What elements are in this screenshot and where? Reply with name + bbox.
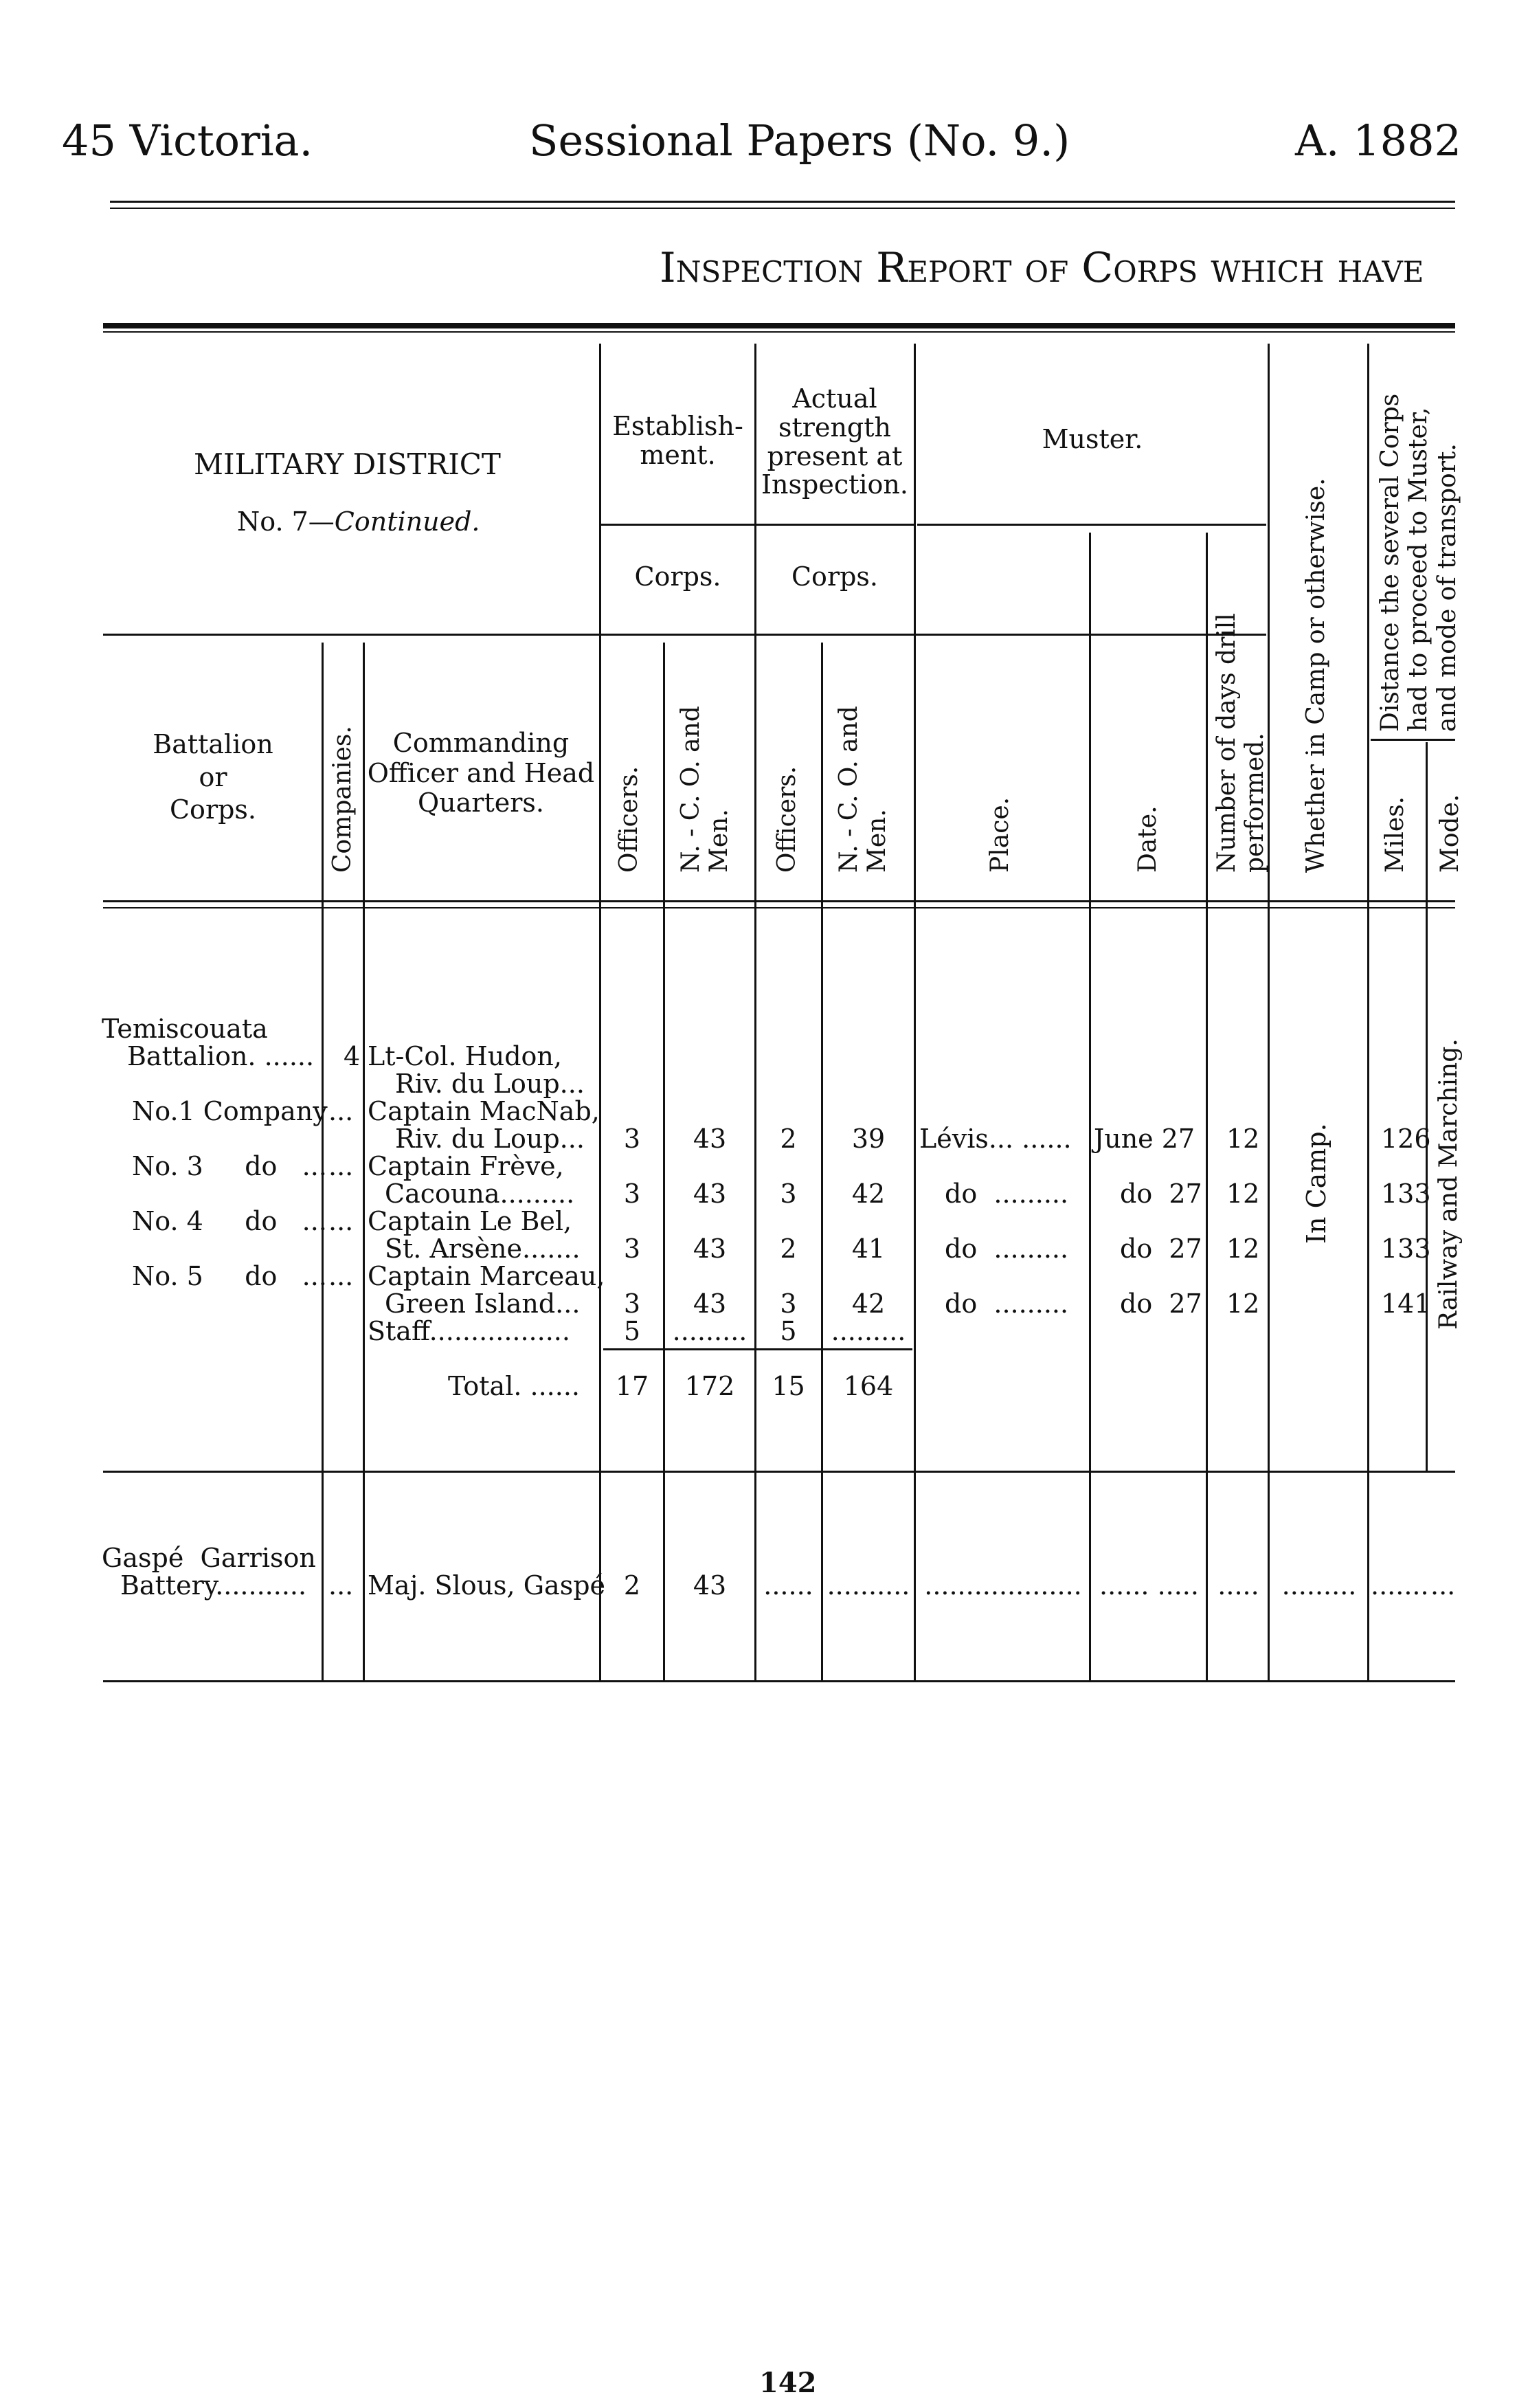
row2-comp: ... (328, 1151, 354, 1181)
temiscouata-name-l1: Temiscouata (102, 1014, 268, 1044)
row4-est-men: 43 (693, 1289, 727, 1319)
col-act-nco-l1: N. - C. O. and (835, 706, 863, 873)
row1-comp: ... (328, 1096, 354, 1126)
header-sub-rule (1371, 739, 1455, 741)
gaspe-est-men: 43 (693, 1570, 727, 1601)
row1-place: Lévis... ...... (919, 1124, 1072, 1154)
header-sub-rule (103, 634, 1266, 636)
col-establishment (601, 412, 754, 470)
row4-co-l1: Captain Marceau, (368, 1261, 605, 1291)
col-distance (1376, 394, 1461, 732)
row3-est-men: 43 (693, 1234, 727, 1264)
row1-est-men: 43 (693, 1124, 727, 1154)
col-battalion-l3: Corps. (169, 794, 257, 825)
header-left: 45 Victoria. (62, 115, 313, 166)
col-commanding-l3: Quarters. (418, 788, 544, 818)
total-est-men: 172 (684, 1371, 735, 1401)
staff-est-off: 5 (623, 1316, 641, 1346)
col-est-nco-l2: Men. (705, 809, 734, 873)
col-actual (756, 385, 914, 500)
col-act-officers: Officers. (773, 766, 801, 873)
row4-drill: 12 (1226, 1289, 1260, 1319)
gaspe-co: Maj. Slous, Gaspé (368, 1570, 606, 1601)
col-line (1206, 533, 1208, 1680)
row3-act-off: 2 (780, 1234, 797, 1264)
row3-drill: 12 (1226, 1234, 1260, 1264)
col-line (599, 344, 601, 1680)
col-line (754, 344, 756, 1680)
temiscouata-co-l1: Lt-Col. Hudon, (368, 1041, 562, 1071)
row3-co-l2: St. Arsène....... (385, 1234, 581, 1264)
row1-est-off: 3 (623, 1124, 641, 1154)
row4-act-off: 3 (780, 1289, 797, 1319)
row3-est-off: 3 (623, 1234, 641, 1264)
row4-co-l2: Green Island... (385, 1289, 581, 1319)
district-continued: Continued. (334, 506, 480, 537)
col-distance-l3: and mode of transport. (1432, 443, 1461, 732)
col-line (663, 643, 665, 1680)
district-number-prefix: No. 7— (237, 506, 335, 537)
row2-est-men: 43 (693, 1179, 727, 1209)
col-battalion-l1: Battalion (153, 729, 273, 759)
col-actual-l2: strength (778, 412, 891, 443)
total-act-men: 164 (843, 1371, 894, 1401)
col-line (821, 643, 823, 1680)
temiscouata-mode: Railway and Marching. (1435, 1038, 1463, 1330)
row4-place: do ......... (945, 1289, 1069, 1319)
table-top-rule (103, 323, 1455, 328)
total-rule (603, 1348, 912, 1350)
temiscouata-camp: In Camp. (1301, 1123, 1331, 1244)
row1-corps: No.1 Company (132, 1096, 328, 1126)
col-commanding-l2: Officer and Head (367, 757, 595, 788)
col-drill-days-l2: performed. (1241, 733, 1270, 873)
gaspe-est-off: 2 (623, 1570, 641, 1601)
col-establishment-l1: Establish- (612, 411, 743, 441)
col-est-nco-l1: N. - C. O. and (677, 706, 705, 873)
col-place: Place. (986, 796, 1014, 873)
row2-date: do 27 (1120, 1179, 1202, 1209)
staff-label: Staff................. (368, 1316, 570, 1346)
row1-co-l2: Riv. du Loup... (395, 1124, 585, 1154)
row1-drill: 12 (1226, 1124, 1260, 1154)
col-actual-corps: Corps. (791, 561, 879, 592)
header-bottom-rule (103, 900, 1455, 902)
col-est-nco (677, 706, 734, 873)
temiscouata-companies: 4 (344, 1041, 361, 1071)
temiscouata-co-l2: Riv. du Loup... (395, 1069, 585, 1099)
row1-act-men: 39 (851, 1124, 886, 1154)
row2-act-off: 3 (780, 1179, 797, 1209)
staff-act-off: 5 (780, 1316, 797, 1346)
col-line (1367, 344, 1369, 1680)
col-line (1089, 533, 1091, 1680)
header-bottom-rule-2 (103, 907, 1455, 908)
gaspe-camp: ......... (1281, 1570, 1357, 1601)
col-line (914, 344, 916, 1680)
total-act-off: 15 (772, 1371, 805, 1401)
gaspe-act-men: .......... (827, 1570, 910, 1601)
row2-est-off: 3 (623, 1179, 641, 1209)
row2-co-l2: Cacouna......... (385, 1179, 575, 1209)
col-actual-l3: present at (767, 441, 903, 471)
total-label: Total. ...... (448, 1371, 580, 1401)
row3-comp: ... (328, 1206, 354, 1236)
row4-date: do 27 (1120, 1289, 1202, 1319)
row2-corps: No. 3 do ... (132, 1151, 327, 1181)
total-est-off: 17 (615, 1371, 649, 1401)
district-number (237, 506, 480, 537)
row3-co-l1: Captain Le Bel, (368, 1206, 572, 1236)
row2-act-men: 42 (851, 1179, 886, 1209)
gaspe-comp: ... (328, 1570, 354, 1601)
col-distance-l2: had to proceed to Muster, (1404, 407, 1433, 732)
gaspe-date: ...... ..... (1099, 1570, 1199, 1601)
col-act-nco (835, 706, 892, 873)
row2-miles: 133 (1381, 1179, 1431, 1209)
col-companies: Companies. (328, 726, 357, 873)
row4-corps: No. 5 do ... (132, 1261, 327, 1291)
col-line (1426, 742, 1428, 1471)
staff-act-men: ......... (831, 1316, 906, 1346)
gaspe-mode: ... (1430, 1570, 1456, 1601)
header-right: A. 1882 (1295, 115, 1461, 166)
row3-act-men: 41 (851, 1234, 886, 1264)
row3-place: do ......... (945, 1234, 1069, 1264)
row3-corps: No. 4 do ... (132, 1206, 327, 1236)
gaspe-act-off: ...... (763, 1570, 813, 1601)
header-sub-rule (601, 524, 914, 526)
col-battalion-l2: or (199, 761, 227, 792)
col-date: Date. (1134, 805, 1162, 873)
header-sub-rule (917, 524, 1266, 526)
col-battalion (134, 728, 292, 827)
row4-comp: ... (328, 1261, 354, 1291)
row2-co-l1: Captain Frève, (368, 1151, 564, 1181)
gaspe-place: ................... (924, 1570, 1082, 1601)
staff-est-men: ......... (672, 1316, 748, 1346)
col-act-nco-l2: Men. (863, 809, 892, 873)
row1-date: June 27 (1094, 1124, 1195, 1154)
col-actual-l4: Inspection. (761, 469, 908, 500)
col-establishment-corps: Corps. (634, 561, 721, 592)
col-drill-days-l1: Number of days drill (1213, 613, 1241, 873)
table-top-rule-thin (103, 331, 1455, 333)
district-title: MILITARY DISTRICT (194, 447, 501, 481)
col-camp: Whether in Camp or otherwise. (1302, 478, 1330, 873)
gaspe-drill: ..... (1217, 1570, 1259, 1601)
gaspe-name-l2: Battery........... (120, 1570, 307, 1601)
col-est-officers: Officers. (615, 766, 643, 873)
row1-co-l1: Captain MacNab, (368, 1096, 600, 1126)
row2-place: do ......... (945, 1179, 1069, 1209)
col-miles: Miles. (1381, 796, 1409, 873)
row1-act-off: 2 (780, 1124, 797, 1154)
row3-miles: 133 (1381, 1234, 1431, 1264)
row3-date: do 27 (1120, 1234, 1202, 1264)
col-mode: Mode. (1436, 794, 1464, 873)
header-center: Sessional Papers (No. 9.) (529, 115, 1070, 166)
gaspe-name-l1: Gaspé Garrison (102, 1543, 316, 1573)
header-rule-1 (110, 201, 1455, 203)
row4-act-men: 42 (851, 1289, 886, 1319)
page-number: 142 (759, 2367, 817, 2399)
col-establishment-l2: ment. (640, 439, 716, 470)
row4-miles: 141 (1381, 1289, 1431, 1319)
header-rule-2 (110, 208, 1455, 209)
col-distance-l1: Distance the several Corps (1376, 393, 1404, 732)
col-commanding (364, 728, 598, 818)
col-actual-l1: Actual (792, 383, 877, 414)
col-drill-days (1213, 613, 1270, 873)
col-line (1268, 344, 1270, 1680)
col-muster: Muster. (1042, 424, 1143, 454)
table-bottom-rule (103, 1680, 1455, 1682)
report-title: Inspection Report of Corps which have (660, 244, 1424, 292)
temiscouata-name-l2: Battalion. ...... (127, 1041, 315, 1071)
col-commanding-l1: Commanding (392, 728, 570, 758)
row2-drill: 12 (1226, 1179, 1260, 1209)
row1-miles: 126 (1381, 1124, 1431, 1154)
row4-est-off: 3 (623, 1289, 641, 1319)
section-rule (103, 1471, 1455, 1473)
gaspe-miles: ....... (1371, 1570, 1429, 1601)
